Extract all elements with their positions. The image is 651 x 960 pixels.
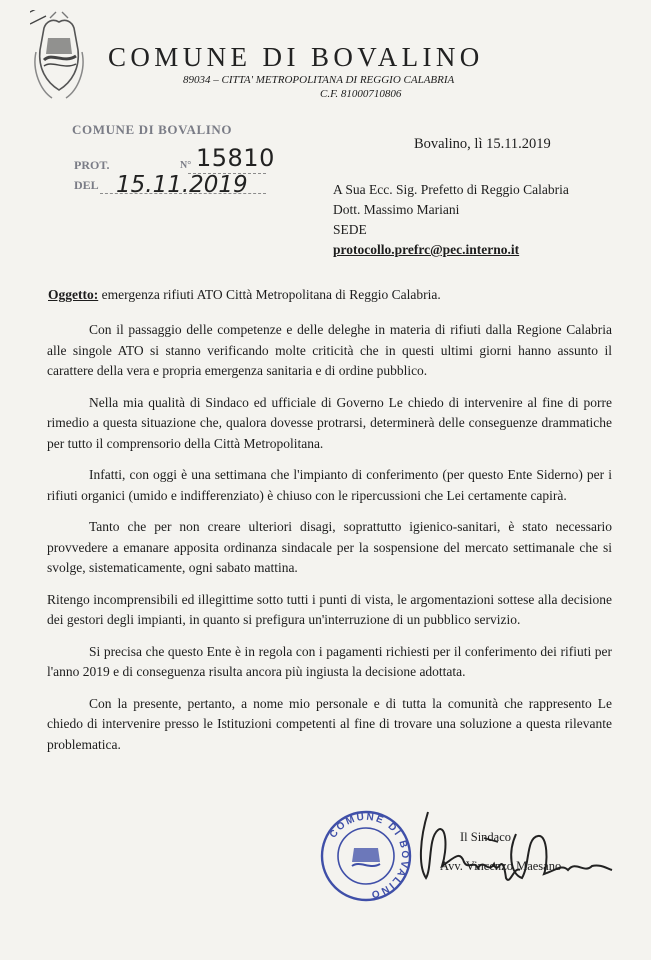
protocol-stamp-comune: COMUNE DI BOVALINO (72, 122, 233, 137)
protocol-date-line (100, 193, 266, 194)
place-and-date: Bovalino, lì 15.11.2019 (414, 136, 551, 152)
recipient-block (333, 180, 569, 260)
header-tax-code: C.F. 81000710806 (320, 88, 402, 100)
body-paragraph: Si precisa che questo Ente è in regola con i pagamenti richiesti per il conferimento dei rifiuti per l'anno 2019 e di conseguenza risulta ancora più ingiusta la decisione adottata. (47, 643, 612, 679)
body-paragraph: Ritengo incomprensibili ed illegittime sotto tutti i punti di vista, le argomentazioni sottese alla decisione dei gestori degli impianti, in quanto si prefigura un'interruzione di un pubblico servizio. (47, 591, 612, 627)
recipient-line-3: SEDE (333, 222, 367, 237)
header-title: COMUNE DI BOVALINO (108, 42, 484, 72)
signature-name: Avv. Vincenzo Maesano (440, 859, 562, 873)
protocol-n-label: N° (180, 160, 192, 171)
protocol-date: 15.11.2019 (116, 172, 248, 198)
body-paragraph: Con il passaggio delle competenze e delle deleghe in materia di rifiuti dalla Regione Calabria alle singole ATO si stanno verificando molte criticità che in questi ultimi giorni hanno assunto il carattere della vera e propria emergenza sanitaria e di ordine pubblico. (47, 322, 612, 378)
body-paragraph: Nella mia qualità di Sindaco ed ufficiale di Governo Le chiedo di intervenire al fine di porre rimedio a questa situazione che, qualora dovesse protrarsi, determinerà delle conseguenze drammatiche per tutto il comprensorio della Città Metropolitana. (47, 394, 612, 451)
recipient-line-2: Dott. Massimo Mariani (333, 202, 460, 217)
body-paragraph: Con la presente, pertanto, a nome mio personale e di tutta la comunità che rappresento Le chiedo di intervenire presso le Istituzioni competenti al fine di trovare una soluzione a questa rilevante problematica. (47, 695, 612, 752)
letter-body (47, 320, 612, 766)
protocol-label: PROT. (74, 158, 110, 172)
signature-role: Il Sindaco (460, 830, 512, 844)
body-paragraph: Infatti, con oggi è una settimana che l'impianto di conferimento (per questo Ente Siderno) per i rifiuti organici (umido e indifferenziato) è chiuso con le ripercussioni che Lei certamente capirà. (47, 467, 612, 503)
header-address: 89034 – CITTA' METROPOLITANA DI REGGIO CALABRIA (183, 74, 455, 86)
recipient-line-1: A Sua Ecc. Sig. Prefetto di Reggio Calabria (333, 182, 569, 197)
body-paragraph: Tanto che per non creare ulteriori disagi, soprattutto igienico-sanitari, è stato necessario provvedere a emanare apposita ordinanza sindacale per la sospensione del mercato settimanale che si svolge, sistematicamente, ogni sabato mattina. (47, 519, 612, 575)
subject-line (48, 287, 441, 303)
subject-text: emergenza rifiuti ATO Città Metropolitana di Reggio Calabria. (98, 287, 441, 302)
recipient-email-link[interactable]: protocollo.prefrc@pec.interno.it (333, 242, 520, 257)
municipal-crest-icon (30, 10, 88, 106)
protocol-number: 15810 (196, 144, 275, 172)
subject-label: Oggetto: (48, 287, 99, 302)
round-stamp-text: COMUNE DI BOVALINO (327, 811, 411, 901)
protocol-date-label: DEL (74, 178, 99, 192)
handwritten-signature (398, 808, 618, 892)
